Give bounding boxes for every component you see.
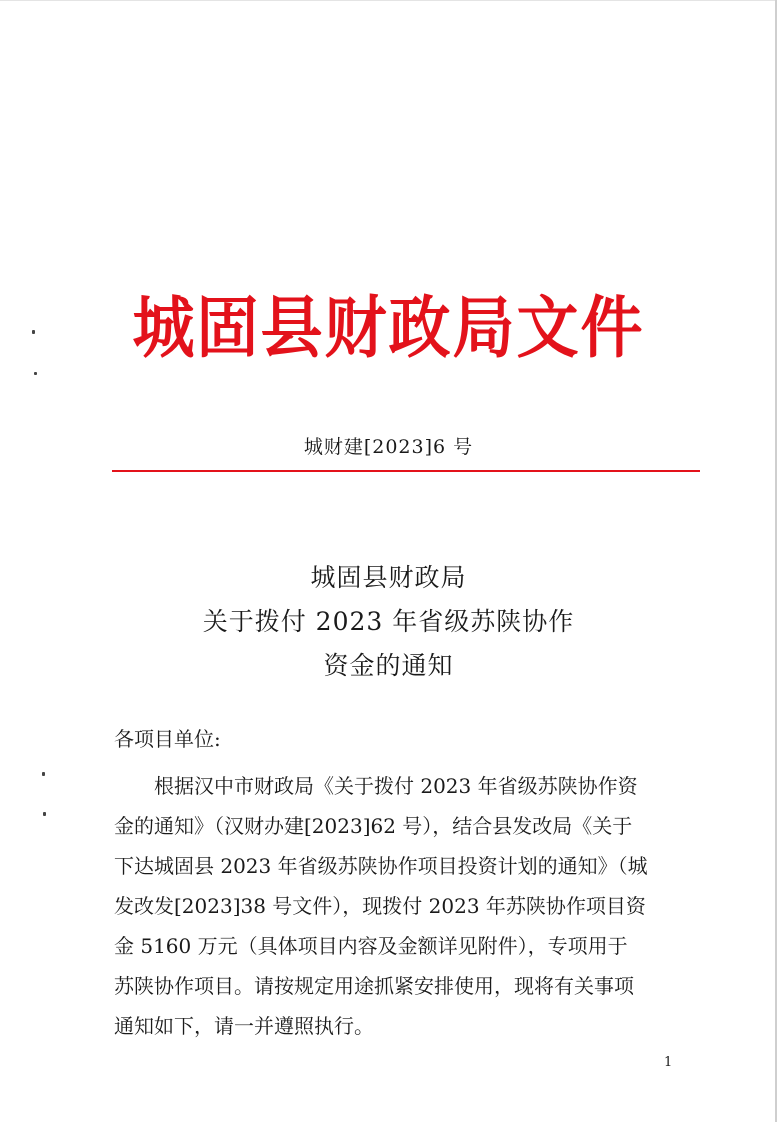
body-line: 根据汉中市财政局《关于拨付 2023 年省级苏陕协作资 [154, 774, 638, 798]
page-top-edge [0, 0, 777, 1]
body-paragraph [114, 766, 702, 1046]
notice-title [0, 556, 777, 688]
document-header-title: 城固县财政局文件 [132, 288, 645, 368]
body-line: 苏陕协作项目。请按规定用途抓紧安排使用，现将有关事项 [114, 974, 634, 998]
red-separator-line [112, 470, 700, 472]
scan-speck [42, 772, 45, 776]
salutation: 各项目单位: [114, 727, 221, 751]
scan-speck [34, 372, 37, 375]
body-line: 下达城固县 2023 年省级苏陕协作项目投资计划的通知》（城 [114, 854, 648, 878]
notice-title-line-2: 关于拨付 2023 年省级苏陕协作 [202, 607, 575, 636]
notice-title-line-3: 资金的通知 [323, 651, 454, 680]
body-line: 通知如下，请一并遵照执行。 [114, 1014, 374, 1038]
notice-title-line-1: 城固县财政局 [310, 563, 467, 592]
body-line: 发改发[2023]38 号文件），现拨付 2023 年苏陕协作项目资 [114, 894, 646, 918]
page-number: 1 [664, 1055, 673, 1070]
scan-speck [43, 812, 46, 816]
body-line: 金的通知》（汉财办建[2023]62 号），结合县发改局《关于 [114, 814, 633, 838]
document-number: 城财建[2023]6 号 [303, 436, 474, 458]
body-line: 金 5160 万元（具体项目内容及金额详见附件），专项用于 [114, 934, 628, 958]
